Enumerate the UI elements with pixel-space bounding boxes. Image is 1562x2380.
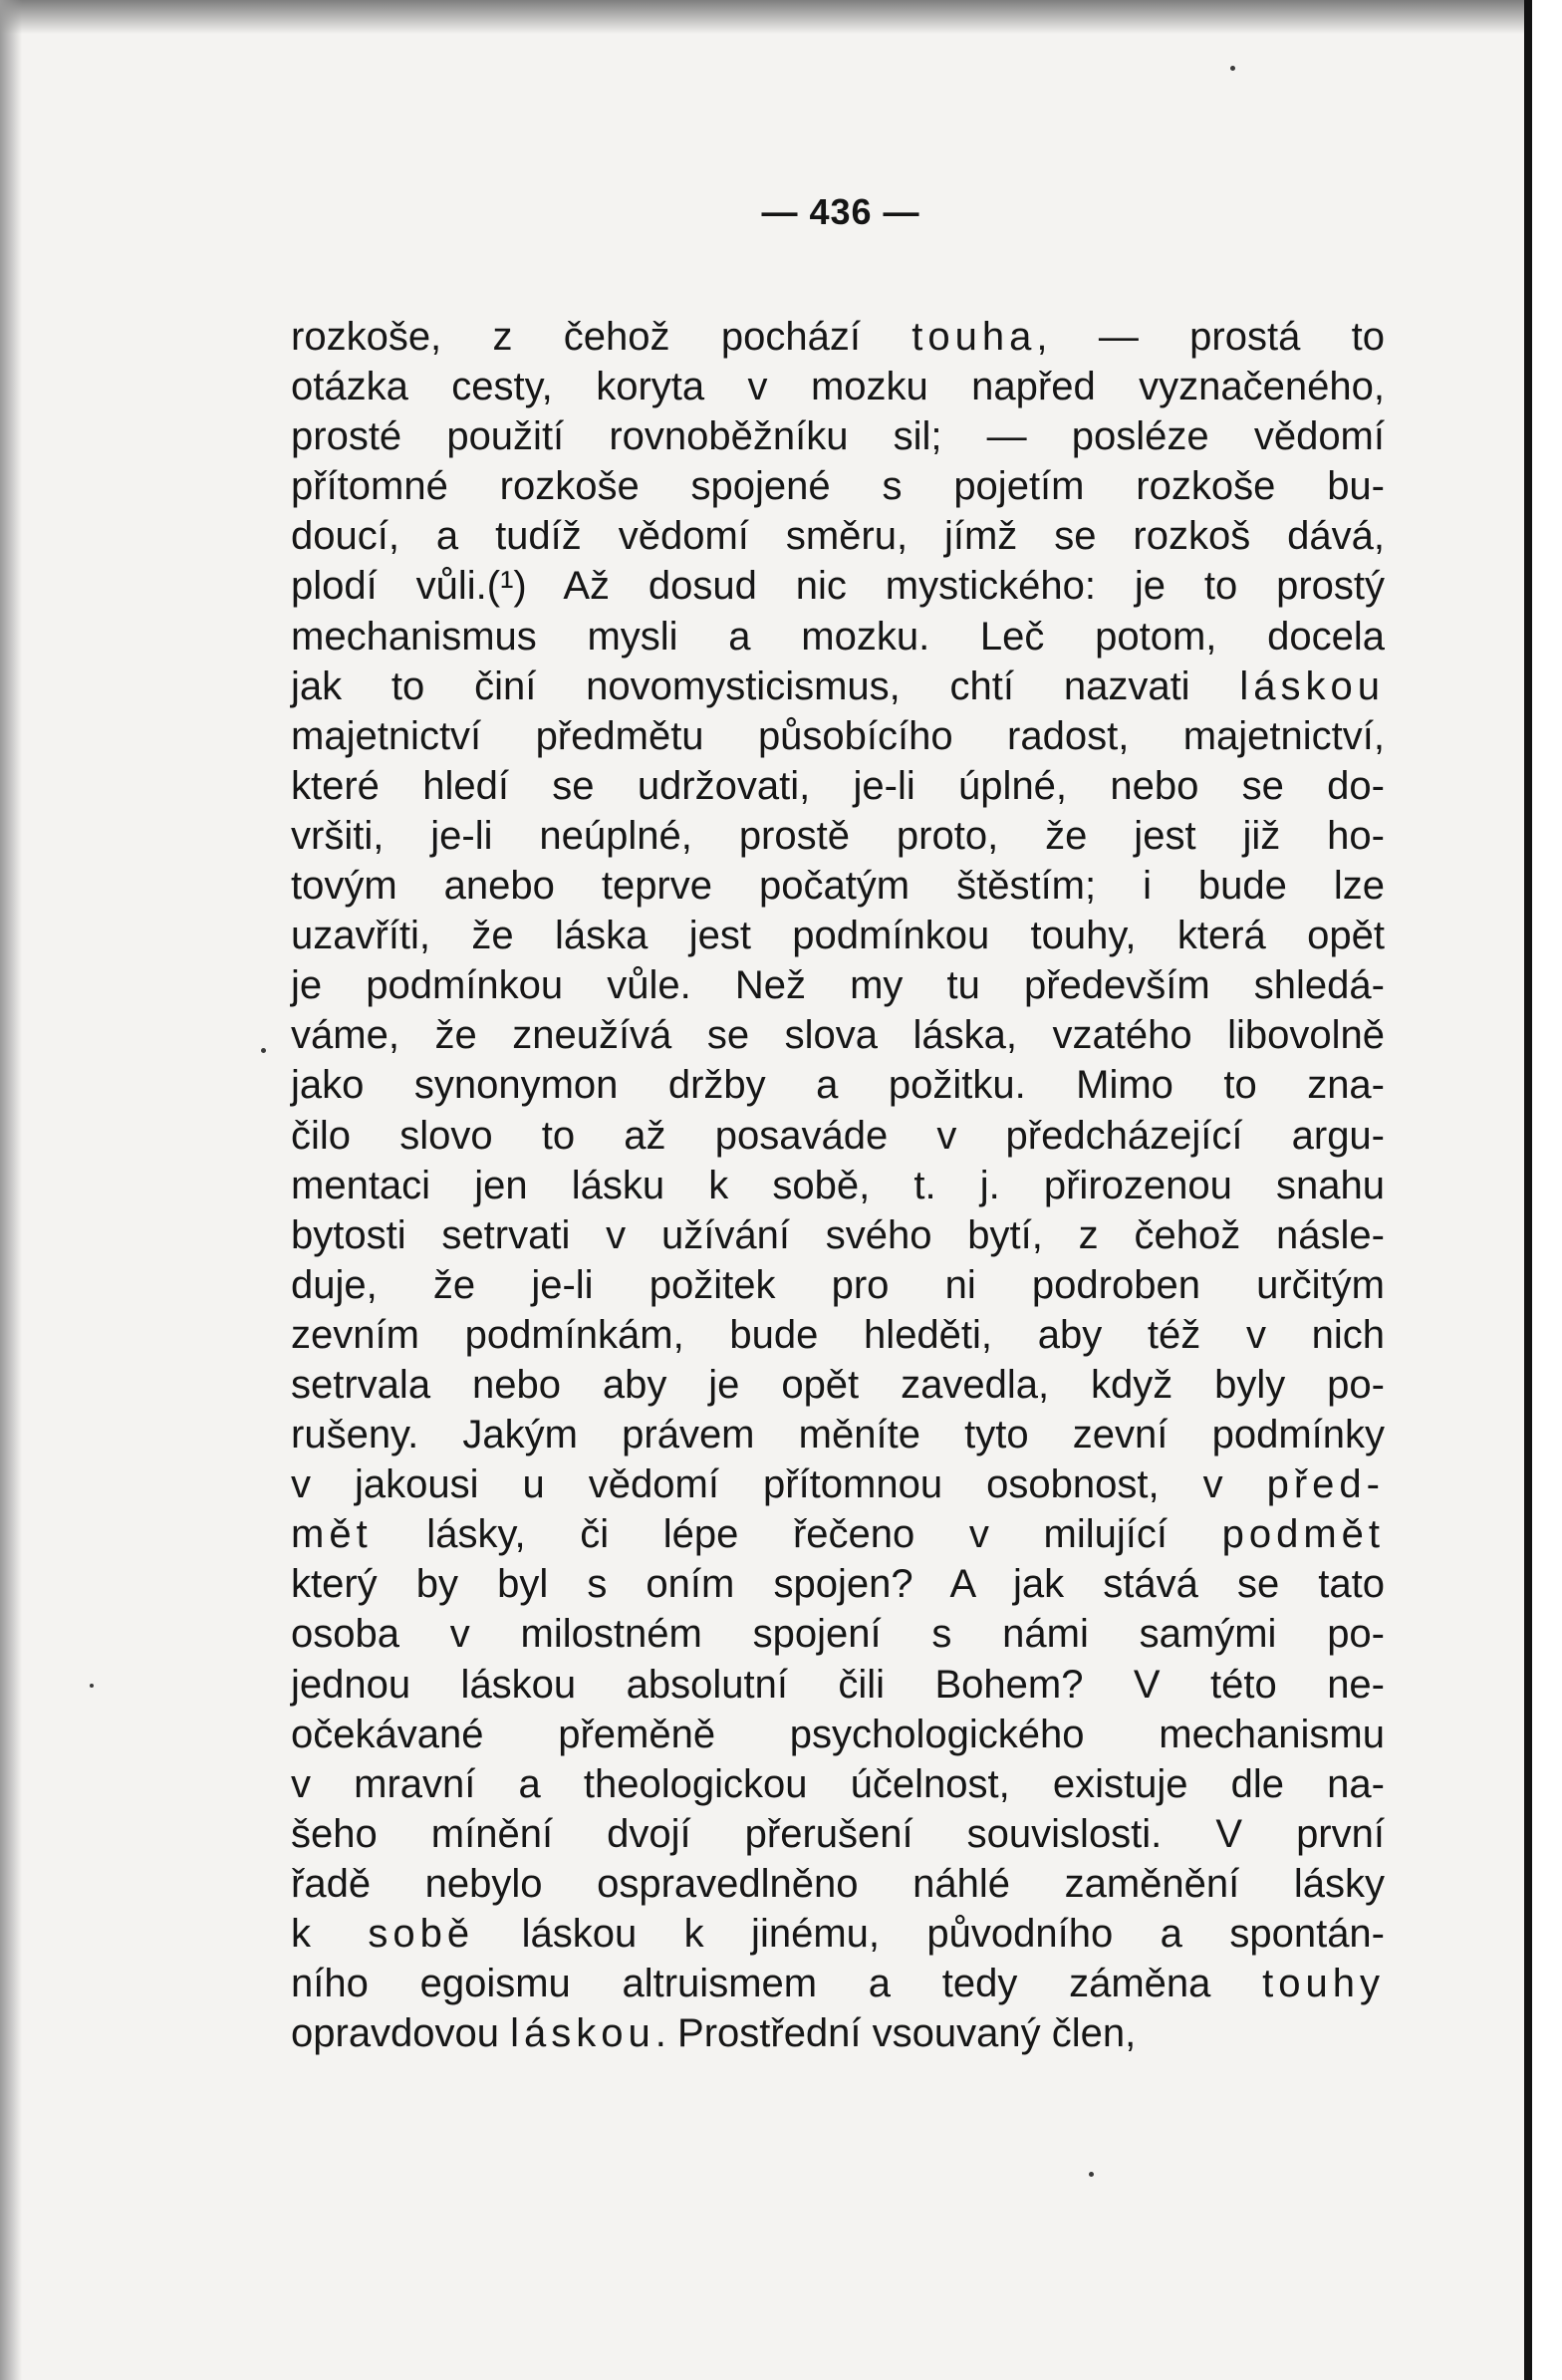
text-segment: který by byl s oním spojen? A jak stává se tato xyxy=(291,1562,1385,1607)
text-line xyxy=(291,960,1385,1010)
text-segment: duje, že je-li požitek pro ni podroben určitým xyxy=(291,1262,1385,1307)
spaced-emphasis: podmět xyxy=(1221,1512,1385,1557)
text-segment: majetnictví předmětu působícího radost, majetnictví, xyxy=(291,713,1385,758)
text-line xyxy=(291,1509,1385,1559)
spaced-emphasis: k sobě xyxy=(291,1912,475,1956)
text-line xyxy=(291,1410,1385,1459)
text-line xyxy=(291,1210,1385,1260)
text-segment: čilo slovo to až posaváde v předcházející argu- xyxy=(291,1113,1385,1158)
text-segment: jako synonymon držby a požitku. Mimo to zna- xyxy=(291,1063,1385,1108)
text-segment: rozkoše, z čehož pochází xyxy=(291,315,912,359)
spaced-emphasis: touha xyxy=(911,315,1037,359)
text-line xyxy=(291,1161,1385,1210)
text-segment: lásky, či lépe řečeno v milující xyxy=(372,1512,1222,1557)
text-segment: v jakousi u vědomí přítomnou osobnost, v xyxy=(291,1462,1267,1507)
text-line xyxy=(291,1360,1385,1410)
text-line xyxy=(291,711,1385,761)
text-line xyxy=(291,1060,1385,1110)
text-segment: ního egoismu altruismem a tedy záměna xyxy=(291,1962,1263,2006)
text-segment: zevním podmínkám, bude hleděti, aby též v nich xyxy=(291,1312,1385,1357)
text-segment: tovým anebo teprve počatým štěstím; i bude lze xyxy=(291,864,1385,909)
text-segment: opravdovou xyxy=(291,2011,511,2056)
text-line xyxy=(291,612,1385,661)
text-segment: prosté použití rovnoběžníku sil; — posléze vědomí xyxy=(291,414,1385,459)
text-segment: otázka cesty, koryta v mozku napřed vyznačeného, xyxy=(291,365,1385,409)
text-segment: bytosti setrvati v užívání svého bytí, z čehož násle- xyxy=(291,1212,1385,1257)
body-text xyxy=(291,312,1385,2058)
text-line xyxy=(291,1660,1385,1710)
text-segment: váme, že zneužívá se slova láska, vzatého libovolně xyxy=(291,1013,1385,1058)
text-line xyxy=(291,1260,1385,1310)
spaced-emphasis: touhy xyxy=(1262,1962,1385,2006)
text-segment: doucí, a tudíž vědomí směru, jímž se rozkoš dává, xyxy=(291,514,1385,559)
spaced-emphasis: mět xyxy=(291,1512,373,1557)
text-line xyxy=(291,661,1385,711)
text-line xyxy=(291,561,1385,611)
text-segment: mentaci jen lásku k sobě, t. j. přirozenou snahu xyxy=(291,1163,1385,1207)
text-line xyxy=(291,1111,1385,1161)
page-edge-border xyxy=(1524,0,1532,2380)
text-segment: rušeny. Jakým právem měníte tyto zevní podmínky xyxy=(291,1413,1385,1457)
scan-speck xyxy=(1230,66,1235,71)
text-line xyxy=(291,1759,1385,1809)
text-line xyxy=(291,811,1385,861)
text-segment: je podmínkou vůle. Než my tu především shledá- xyxy=(291,963,1385,1008)
text-line xyxy=(291,861,1385,911)
text-segment: řadě nebylo ospravedlněno náhlé zaměnění lásky xyxy=(291,1861,1385,1906)
text-line xyxy=(291,1859,1385,1909)
text-line xyxy=(291,1959,1385,2008)
text-line xyxy=(291,1609,1385,1659)
text-line xyxy=(291,1310,1385,1360)
text-line xyxy=(291,761,1385,811)
scan-speck xyxy=(261,1048,266,1053)
text-segment: přítomné rozkoše spojené s pojetím rozkoše bu- xyxy=(291,464,1385,509)
scan-speck xyxy=(90,1684,94,1688)
text-line xyxy=(291,1459,1385,1509)
page-number: — 436 — xyxy=(761,191,920,232)
spaced-emphasis: před- xyxy=(1266,1462,1385,1507)
text-segment: . Prostřední vsouvaný člen, xyxy=(654,2011,1137,2056)
text-segment: vršiti, je-li neúplné, prostě proto, že jest již ho- xyxy=(291,813,1385,858)
text-line xyxy=(291,362,1385,411)
text-segment: které hledí se udržovati, je-li úplné, nebo se do- xyxy=(291,763,1385,808)
spaced-emphasis: láskou xyxy=(1239,663,1385,708)
text-line xyxy=(291,1809,1385,1859)
text-line xyxy=(291,1559,1385,1609)
text-segment: jak to činí novomysticismus, chtí nazvati xyxy=(291,663,1240,708)
left-scan-shadow xyxy=(0,0,22,2380)
scan-speck xyxy=(1089,2172,1094,2177)
text-line xyxy=(291,511,1385,561)
text-segment: jednou láskou absolutní čili Bohem? V této ne- xyxy=(291,1662,1385,1707)
text-segment: šeho mínění dvojí přerušení souvislosti. V první xyxy=(291,1811,1385,1856)
text-line xyxy=(291,1909,1385,1959)
text-line xyxy=(291,461,1385,511)
text-segment: , — prostá to xyxy=(1036,315,1386,359)
text-segment: plodí vůli.(¹) Až dosud nic mystického: je to prostý xyxy=(291,564,1385,609)
text-line xyxy=(291,2008,1385,2058)
text-segment: očekávané přeměně psychologického mechanismu xyxy=(291,1712,1385,1756)
text-line xyxy=(291,312,1385,362)
text-segment: mechanismus mysli a mozku. Leč potom, docela xyxy=(291,614,1385,659)
text-segment: setrvala nebo aby je opět zavedla, když byly po- xyxy=(291,1362,1385,1407)
text-line xyxy=(291,1010,1385,1060)
text-line xyxy=(291,1710,1385,1759)
spaced-emphasis: láskou xyxy=(510,2011,655,2056)
margin-strip xyxy=(1532,0,1562,2380)
text-segment: uzavříti, že láska jest podmínkou touhy, která opět xyxy=(291,914,1385,958)
text-segment: láskou k jinému, původního a spontán- xyxy=(474,1912,1386,1956)
text-line xyxy=(291,411,1385,461)
top-scan-shadow xyxy=(0,0,1524,34)
text-line xyxy=(291,911,1385,960)
text-segment: v mravní a theologickou účelnost, existuje dle na- xyxy=(291,1761,1385,1806)
text-segment: osoba v milostném spojení s námi samými po- xyxy=(291,1612,1385,1657)
